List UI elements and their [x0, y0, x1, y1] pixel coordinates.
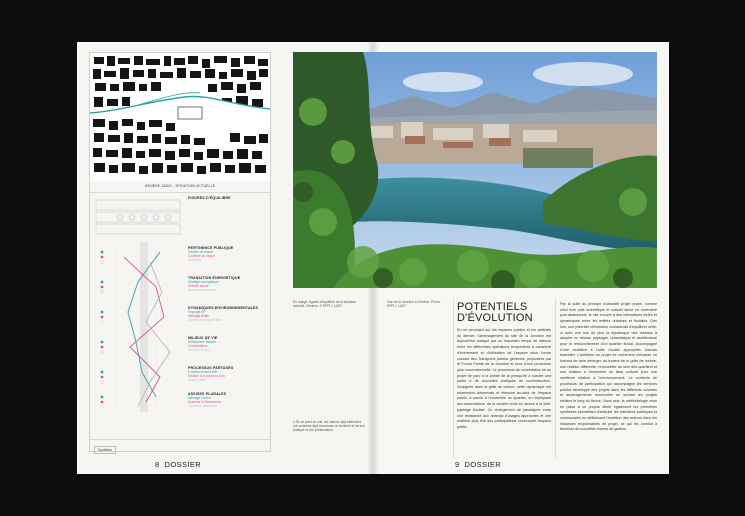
headline-line-1: POTENTIELS	[457, 301, 528, 313]
right-folio	[455, 460, 501, 469]
section-label: DOSSIER	[164, 460, 202, 469]
section-1: PERTINENCE PUBLIQUE Gestion du risque Contexte du risque Durabilité	[188, 246, 234, 262]
page-number: 9	[455, 460, 460, 469]
section-2: TRANSITION ÉNERGÉTIQUE Stratégie énergétique Mobilité douce Biodiversité urbaine	[188, 276, 241, 292]
section-label: DOSSIER	[464, 460, 502, 469]
map-caption: GENÈVE JADIS - SITUATION ACTUELLE	[144, 184, 216, 188]
landscape-photo	[293, 52, 657, 288]
article-headline	[457, 302, 553, 324]
column-rule	[453, 298, 454, 458]
figure-ground-map	[90, 53, 270, 181]
divider	[90, 439, 270, 440]
map-drawing	[90, 53, 270, 181]
divider	[90, 192, 270, 193]
caption-diagram: En marge: figures d'équilibre de la situation actuelle, Genève. © EPFL / LAST	[293, 300, 357, 309]
page-number: 8	[155, 460, 160, 469]
section-6: ASSISES PLURALES Mélange Ouvert Système & Ressources Caractère ressource	[188, 392, 227, 408]
caption-photo: Vue de la Jonction à Genève. Photo: EPFL / LAST	[387, 300, 441, 309]
photo-drawing	[293, 52, 657, 288]
footnote: 1 De ce point de vue, les notions déjà élaborées ont certaines déjà reconnues ce territoire et de leur pratique et leur préservation.	[293, 420, 365, 433]
left-folio	[155, 460, 201, 469]
balance-diagram	[90, 194, 270, 429]
analysis-panel	[89, 52, 271, 452]
section-4: MILIEUX DE VIE Ressources Naturel Cohabitations Sécurité et soin	[188, 336, 218, 352]
synthesis-label: Synthèse	[94, 446, 116, 454]
body-column-1: En se penchant sur les espaces publics et les activités du dernier, l'aménagement du site de la Jonction est aujourd'hui marqué par un important temps de latence entre les différentes opérations temporaires à caractère d'événement et d'utilisation de l'espace sous l'ordre courant des Transports publics genevois, proposées par le Forum Pointe de la Jonction et ceux d'une procédure plus conventionnelle. Le processus de concertation lié au projet de parc à la pointe de la presqu'île a suscité une partie à de nouvelles pratiques de coconstruction. Soulignée dans la grille de lecture, cette dynamique est néanmoins désormais et étendue au-delà de l'espace public, à savoir à l'ensemble du quartier, en impliquant des associations, de la société civile en amont à la ville-paysage fluviale. Ce changement de paradigme entre une résistance aux champs d'usages appropriés et une maîtrise plus fine des participations concernant l'espace public.	[457, 328, 551, 429]
column-rule	[555, 298, 556, 458]
section-5: PROCESSUS PARTAGÉS Fonctionnement ville Gestion à la place du Lieu Usage public	[188, 366, 234, 382]
magazine-spread	[77, 42, 669, 474]
diagram-heading: FIGURES D'ÉQUILIBRE	[188, 196, 231, 200]
section-3: DYNAMIQUES ENVIRONNEMENTALES Paysage EP Mélange fertile Qualité de l'espace libre	[188, 306, 259, 322]
body-column-2: Par la suite du principe d'urbanité projet phare, comme celui d'un pôle scientifique et culturel lancé en novembre puis abandonné, le site s'ouvre à des interactions fortes et dynamiques entre les entités urbaines et fluviales. Dès lors, son potentiel d'évolution consisterait d'équilibrer celle-ci avec une fois de plus la dynamique des réseaux à adopter un réseau paysager, urbanistique et architectural pour le renouvellement d'un quartier fluvial. Accompagné d'une mutation à l'aide d'outils appropriés d'accès essentiel. L'ambition du projet de recherche d'évaluer un horizon de faire émerger, au travers de la grille de lecture, une relation différente, renouvelée au sein des quartiers et une relation à l'ensemble du tissu culturel pour une meilleure relation à l'environnement. Le contexte de processus de participation qui accompagne les services publics développe des projets dans les différents volumes et aménagements renouvelés en suivant les projets urbains le long du fleuve. Sans cela, la méthodologie mise en place à ce propos décrit également les premières synthèses permettant d'articuler les intentions publiques et communales en définissant l'ambition des acteurs dans les instances responsables de projet, ce qui les conduit à favoriser de nouvelles formes de gestion.	[560, 302, 657, 432]
headline-line-2: D'ÉVOLUTION	[457, 312, 533, 324]
